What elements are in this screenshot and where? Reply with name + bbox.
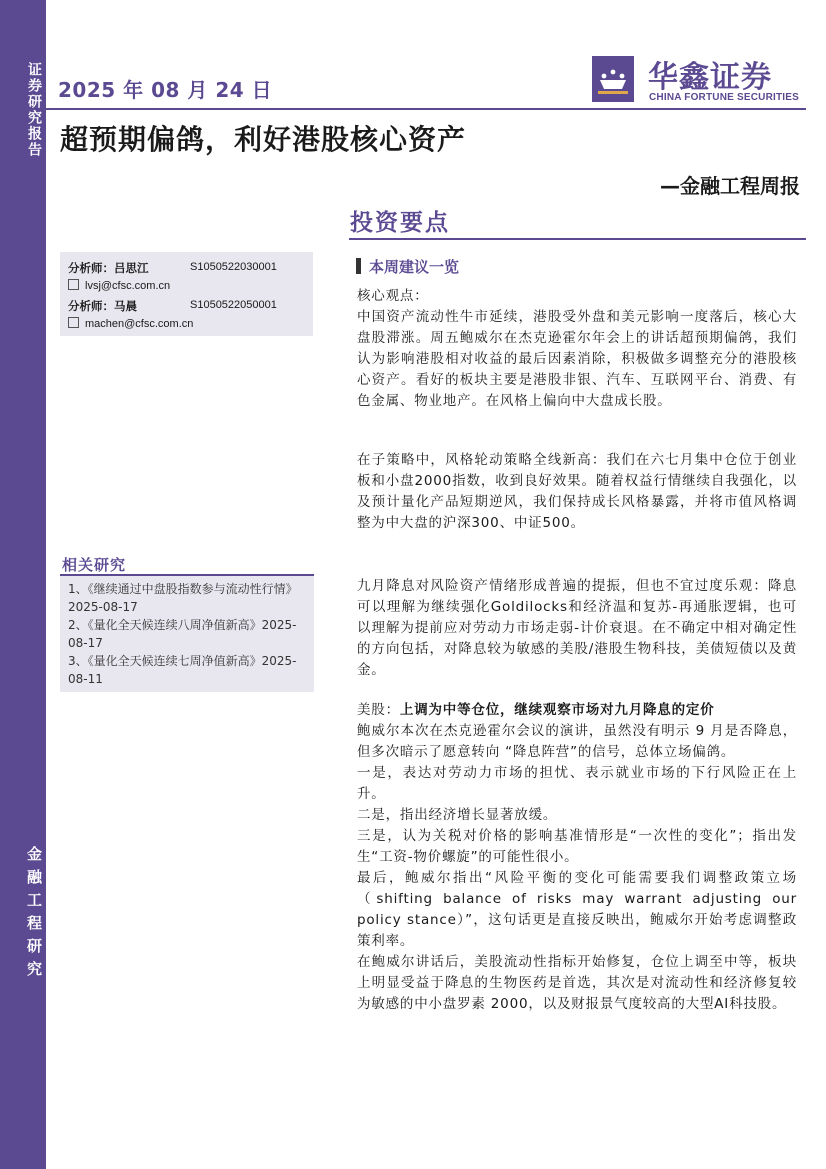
related-research-panel (60, 576, 314, 692)
rate-cut-block (357, 576, 797, 681)
mail-icon (68, 279, 79, 290)
us-equity-heading (357, 700, 797, 721)
core-view-label: 核心观点： (357, 288, 429, 304)
report-title: 超预期偏鸽，利好港股核心资产 (60, 123, 467, 156)
analyst-email[interactable]: lvsj@cfsc.com.cn (85, 280, 171, 292)
sidebar-report-category: 金融工程研究 (25, 846, 43, 984)
us-equity-stance: 上调为中等仓位，继续观察市场对九月降息的定价 (399, 702, 715, 718)
point-two-paragraph: 二是，指出经济增长显著放缓。 (357, 807, 558, 823)
related-research-item[interactable]: 2、《量化全天候连续八周净值新高》2025-08-17 (68, 618, 297, 650)
powell-speech-paragraph: 鲍威尔本次在杰克逊霍尔会议的演讲，虽然没有明示 9 月是否降息，但多次暗示了愿意转向 “降息阵营”的信号，总体立场偏鸽。 (357, 723, 797, 760)
core-view-block (357, 286, 797, 412)
finally-paragraph: 最后，鲍威尔指出“风险平衡的变化可能需要我们调整政策立场（shifting balance of risks may warrant adjusting our policy stance）”，这句话更是直接反映出，鲍威尔开始考虑调整政策利率。 (357, 870, 797, 949)
analyst-name: 分析师：吕思江 (68, 261, 149, 275)
analyst-row (68, 298, 137, 314)
us-equity-block (357, 700, 797, 1015)
sub-strategy-paragraph: 在子策略中，风格轮动策略全线新高：我们在六七月集中仓位于创业板和小盘2000指数，收到良好效果。随着权益行情继续自我强化，以及预计量化产品短期逆风，我们保持成长风格暴露，并将市值风格调整为中大盘的沪深300、中证500。 (357, 452, 797, 531)
section-heading: 投资要点 (350, 210, 450, 236)
analyst-cert-code: S1050522050001 (190, 299, 277, 311)
logo-chinese-name: 华鑫证券 (648, 60, 772, 95)
rate-cut-paragraph: 九月降息对风险资产情绪形成普遍的提振，但也不宜过度乐观：降息可以理解为继续强化Goldilocks和经济温和复苏-再通胀逻辑，也可以理解为提前应对劳动力市场走弱-计价衰退。在不确定中相对确定性的方向包括，对降息较为敏感的美股/港股生物科技，美债短债以及黄金。 (357, 578, 797, 678)
analyst-email-row (68, 317, 193, 330)
sidebar-report-type: 证券研究报告 (26, 62, 42, 158)
company-logo-icon (592, 56, 634, 102)
analyst-email[interactable]: machen@cfsc.com.cn (85, 318, 194, 330)
mail-icon (68, 317, 79, 328)
market-reaction-paragraph: 在鲍威尔讲话后，美股流动性指标开始修复，仓位上调至中等，板块上明显受益于降息的生物医药是首选，其次是对流动性和经济修复较为敏感的中小盘罗素 2000，以及财报景气度较高的大型AI科技股。 (357, 954, 797, 1012)
us-equity-prefix: 美股： (357, 702, 400, 718)
report-subtitle: —金融工程周报 (660, 174, 800, 198)
related-research-heading: 相关研究 (62, 556, 127, 574)
report-date: 2025 年 08 月 24 日 (58, 78, 273, 102)
weekly-recommendation-heading (356, 256, 459, 277)
logo-english-name: CHINA FORTUNE SECURITIES (649, 92, 799, 103)
analyst-panel (60, 252, 313, 336)
header-divider (46, 108, 806, 110)
related-research-item[interactable]: 3、《量化全天候连续七周净值新高》2025-08-11 (68, 654, 297, 686)
core-view-paragraph: 中国资产流动性牛市延续，港股受外盘和美元影响一度落后，核心大盘股滞涨。周五鲍威尔在杰克逊霍尔年会上的讲话超预期偏鸽，我们认为影响港股相对收益的最后因素消除，积极做多调整充分的港股核心资产。看好的板块主要是港股非银、汽车、互联网平台、消费、有色金属、物业地产。在风格上偏向中大盘成长股。 (357, 309, 797, 409)
sub-strategy-block (357, 450, 797, 534)
analyst-cert-code: S1050522030001 (190, 261, 277, 273)
point-three-paragraph: 三是，认为关税对价格的影响基准情形是“一次性的变化”；指出发生“工资-物价螺旋”的可能性很小。 (357, 828, 797, 865)
heading-marker (356, 258, 361, 274)
weekly-recommendation-title: 本周建议一览 (369, 258, 460, 276)
section-divider (349, 238, 806, 240)
analyst-name: 分析师：马晨 (68, 299, 137, 313)
analyst-row (68, 260, 149, 276)
point-one-paragraph: 一是，表达对劳动力市场的担忧、表示就业市场的下行风险正在上升。 (357, 765, 797, 802)
related-research-item[interactable]: 1、《继续通过中盘股指数参与流动性行情》2025-08-17 (68, 582, 298, 614)
left-sidebar (0, 0, 46, 1169)
analyst-email-row (68, 279, 170, 292)
